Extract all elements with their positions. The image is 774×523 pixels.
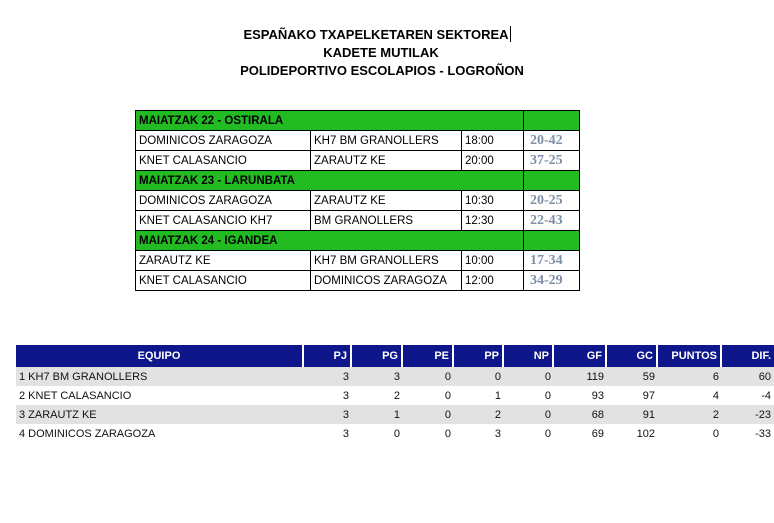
cell-gc: 59 xyxy=(607,367,658,386)
cell-pg: 0 xyxy=(393,427,400,440)
team-name: 3 ZARAUTZ KE xyxy=(16,405,304,424)
match-time: 12:30 xyxy=(462,211,524,231)
match-score: 22-43 xyxy=(524,211,580,231)
cell-points: 2 xyxy=(658,405,722,424)
cell-gc: 97 xyxy=(642,389,655,402)
cell-diff: -23 xyxy=(722,405,774,424)
day-label: MAIATZAK 22 - OSTIRALA xyxy=(136,111,524,131)
match-time: 20:00 xyxy=(462,151,524,171)
team-name: 4 DOMINICOS ZARAGOZA xyxy=(19,427,156,440)
col-header-np: NP xyxy=(504,345,554,367)
col-header-gc: GC xyxy=(607,345,658,367)
cell-pj: 3 xyxy=(342,427,349,440)
cell-gf: 69 xyxy=(591,427,604,440)
day-header-row xyxy=(136,231,580,251)
col-header-diff: DIF. xyxy=(722,345,774,367)
cell-gc: 102 xyxy=(636,427,655,440)
cell-np: 0 xyxy=(544,427,551,440)
match-home: KNET CALASANCIO KH7 xyxy=(136,211,311,231)
text-cursor xyxy=(510,26,511,42)
cell-pg: 2 xyxy=(393,389,400,402)
standings-row xyxy=(16,367,774,386)
day-header-score-cell xyxy=(524,231,580,251)
match-home: DOMINICOS ZARAGOZA xyxy=(136,131,311,151)
col-header-points: PUNTOS xyxy=(658,345,722,367)
cell-pg: 1 xyxy=(352,405,403,424)
cell-pj: 3 xyxy=(342,389,349,402)
match-row xyxy=(136,271,580,291)
title-line-3: POLIDEPORTIVO ESCOLAPIOS - LOGROÑON xyxy=(240,63,524,78)
title-line-1 xyxy=(0,26,764,44)
day-header-score-cell xyxy=(524,111,580,131)
match-away: KH7 BM GRANOLLERS xyxy=(311,131,462,151)
cell-pp: 3 xyxy=(494,427,501,440)
match-home: KNET CALASANCIO xyxy=(136,271,311,291)
match-away: DOMINICOS ZARAGOZA xyxy=(311,271,462,291)
cell-diff: -4 xyxy=(761,389,771,402)
col-header-pe: PE xyxy=(403,345,454,367)
match-time: 10:30 xyxy=(462,191,524,211)
standings-table xyxy=(16,345,774,443)
match-away: KH7 BM GRANOLLERS xyxy=(311,251,462,271)
col-header-pp: PP xyxy=(454,345,504,367)
match-row xyxy=(136,151,580,171)
standings-row xyxy=(16,405,774,424)
cell-np: 0 xyxy=(504,367,554,386)
col-header-gf: GF xyxy=(554,345,607,367)
cell-pe: 0 xyxy=(444,427,451,440)
match-home: ZARAUTZ KE xyxy=(136,251,311,271)
match-score: 37-25 xyxy=(524,151,580,171)
match-away: ZARAUTZ KE xyxy=(311,151,462,171)
col-header-pg: PG xyxy=(352,345,403,367)
cell-diff: -33 xyxy=(755,427,771,440)
cell-pe: 0 xyxy=(403,367,454,386)
title-line-2: KADETE MUTILAK xyxy=(323,45,439,60)
cell-np: 0 xyxy=(504,405,554,424)
match-row xyxy=(136,191,580,211)
title-line-1-text: ESPAÑAKO TXAPELKETAREN SEKTOREA xyxy=(243,27,509,42)
cell-pj: 3 xyxy=(304,405,352,424)
match-time: 12:00 xyxy=(462,271,524,291)
cell-pe: 0 xyxy=(403,405,454,424)
match-row xyxy=(136,211,580,231)
cell-points: 6 xyxy=(658,367,722,386)
cell-gf: 68 xyxy=(554,405,607,424)
cell-gc: 91 xyxy=(607,405,658,424)
match-score: 17-34 xyxy=(524,251,580,271)
day-header-score-cell xyxy=(524,171,580,191)
schedule-table xyxy=(135,110,580,291)
match-score: 20-25 xyxy=(524,191,580,211)
standings-row xyxy=(16,424,774,443)
match-row xyxy=(136,251,580,271)
cell-gf: 93 xyxy=(591,389,604,402)
match-away: BM GRANOLLERS xyxy=(311,211,462,231)
match-home: KNET CALASANCIO xyxy=(136,151,311,171)
match-home: DOMINICOS ZARAGOZA xyxy=(136,191,311,211)
cell-pp: 1 xyxy=(494,389,501,402)
cell-gf: 119 xyxy=(554,367,607,386)
standings-header-row xyxy=(16,345,774,367)
cell-points: 4 xyxy=(712,389,719,402)
match-time: 10:00 xyxy=(462,251,524,271)
cell-pp: 0 xyxy=(454,367,504,386)
day-header-row xyxy=(136,111,580,131)
cell-pp: 2 xyxy=(454,405,504,424)
match-score: 20-42 xyxy=(524,131,580,151)
cell-np: 0 xyxy=(544,389,551,402)
cell-pj: 3 xyxy=(304,367,352,386)
match-time: 18:00 xyxy=(462,131,524,151)
cell-diff: 60 xyxy=(722,367,774,386)
col-header-team: EQUIPO xyxy=(16,345,304,367)
match-score: 34-29 xyxy=(524,271,580,291)
team-name: 1 KH7 BM GRANOLLERS xyxy=(16,367,304,386)
day-label: MAIATZAK 23 - LARUNBATA xyxy=(136,171,524,191)
col-header-pj: PJ xyxy=(304,345,352,367)
day-label: MAIATZAK 24 - IGANDEA xyxy=(136,231,524,251)
cell-pe: 0 xyxy=(444,389,451,402)
match-away: ZARAUTZ KE xyxy=(311,191,462,211)
match-row xyxy=(136,131,580,151)
standings-row xyxy=(16,386,774,405)
team-name: 2 KNET CALASANCIO xyxy=(19,389,132,402)
document-header xyxy=(0,26,774,80)
day-header-row xyxy=(136,171,580,191)
cell-points: 0 xyxy=(712,427,719,440)
cell-pg: 3 xyxy=(352,367,403,386)
